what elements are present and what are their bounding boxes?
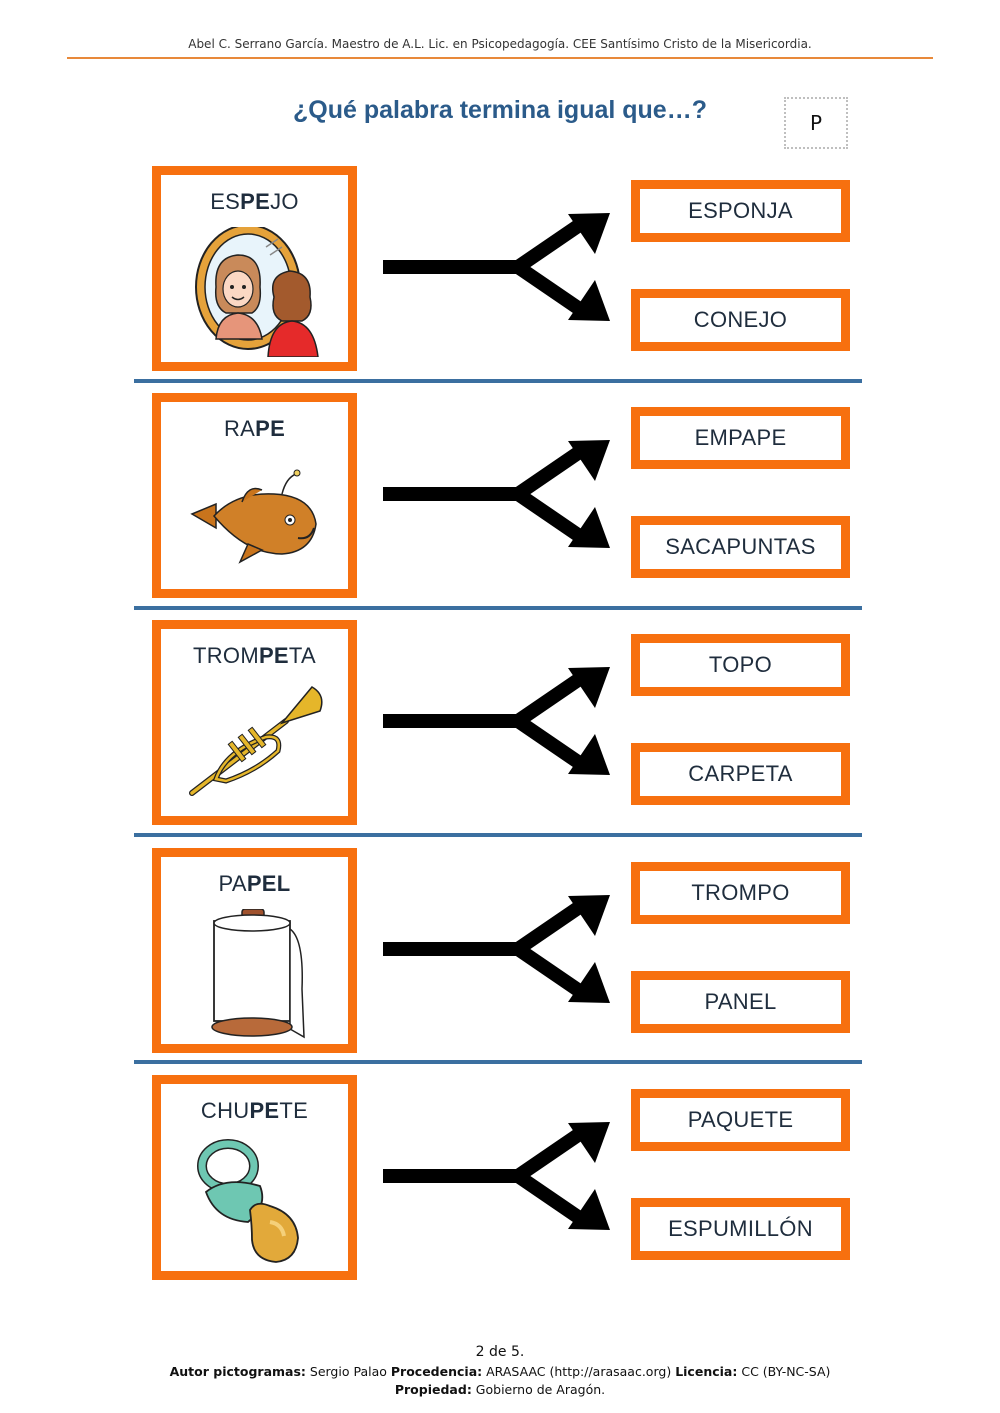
- page-number: 2 de 5.: [475, 1344, 525, 1360]
- target-word: TROMPETA: [192, 643, 316, 668]
- branch-arrow-icon: [383, 660, 615, 782]
- picture-card: [152, 620, 357, 825]
- option-box[interactable]: ESPUMILLÓN: [631, 1198, 850, 1260]
- row-divider: [134, 379, 862, 383]
- letter-box: [784, 97, 848, 149]
- option-box[interactable]: EMPAPE: [631, 407, 850, 469]
- option-box[interactable]: CARPETA: [631, 743, 850, 805]
- branch-arrow-icon: [383, 1115, 615, 1237]
- exercise-row-5: [0, 1075, 1000, 1303]
- picture-card: [152, 166, 357, 371]
- exercise-row-2: [0, 393, 1000, 621]
- option-box[interactable]: TOPO: [631, 634, 850, 696]
- page-title: ¿Qué palabra termina igual que…?: [293, 96, 707, 124]
- pacifier-icon: [186, 1136, 326, 1266]
- option-box[interactable]: ESPONJA: [631, 180, 850, 242]
- credits-line: Autor pictogramas: Sergio Palao Procedencia: ARASAAC (http://arasaac.org) Licencia: CC (BY-NC-SA): [169, 1364, 831, 1379]
- target-word: ESPEJO: [210, 189, 299, 214]
- row-divider: [134, 606, 862, 610]
- picture-card: [152, 1075, 357, 1280]
- row-divider: [134, 833, 862, 837]
- target-word: CHUPETE: [200, 1098, 309, 1123]
- anglerfish-icon: [186, 454, 326, 584]
- header-text: Abel C. Serrano García. Maestro de A.L. Lic. en Psicopedagogía. CEE Santísimo Cristo de la Misericordia.: [188, 37, 812, 51]
- mirror-icon: [186, 227, 326, 357]
- option-box[interactable]: TROMPO: [631, 862, 850, 924]
- header-rule: [67, 57, 933, 59]
- option-box[interactable]: SACAPUNTAS: [631, 516, 850, 578]
- branch-arrow-icon: [383, 206, 615, 328]
- target-word: RAPE: [223, 416, 286, 441]
- branch-arrow-icon: [383, 433, 615, 555]
- option-box[interactable]: CONEJO: [631, 289, 850, 351]
- picture-card: [152, 848, 357, 1053]
- exercise-row-1: [0, 166, 1000, 394]
- letter-label: P: [809, 111, 823, 135]
- picture-card: [152, 393, 357, 598]
- exercise-row-3: [0, 620, 1000, 848]
- target-word: PAPEL: [218, 871, 291, 896]
- option-box[interactable]: PANEL: [631, 971, 850, 1033]
- trumpet-icon: [186, 681, 326, 811]
- branch-arrow-icon: [383, 888, 615, 1010]
- exercise-row-4: [0, 848, 1000, 1076]
- option-box[interactable]: PAQUETE: [631, 1089, 850, 1151]
- row-divider: [134, 1060, 862, 1064]
- owner-line: Propiedad: Gobierno de Aragón.: [394, 1382, 606, 1397]
- paper-towel-icon: [186, 909, 326, 1039]
